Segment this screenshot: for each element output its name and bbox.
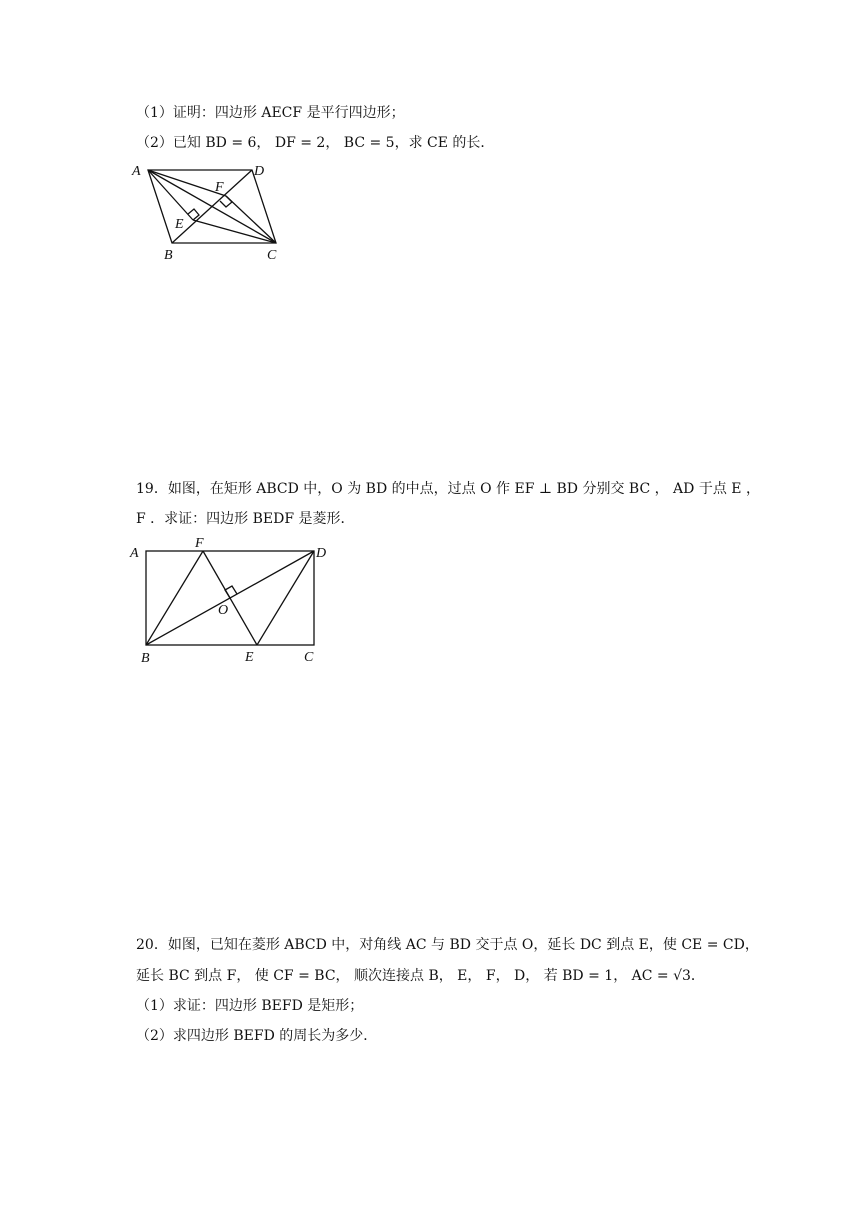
problem19-line1: 19．如图，在矩形 ABCD 中，O 为 BD 的中点，过点 O 作 EF ⊥ BD 分别交 BC ， AD 于点 E ， (136, 481, 760, 497)
label-b: B (141, 651, 150, 666)
problem18-part2: （2）已知 BD = 6， DF = 2， BC = 5，求 CE 的长． (136, 135, 495, 151)
label-d: D (254, 164, 265, 179)
problem20-line2: 延长 BC 到点 F， 使 CF = BC， 顺次连接点 B， E， F， D， 若 BD = 1， AC = √3． (136, 968, 705, 984)
label-a: A (130, 546, 139, 561)
problem20-part1: （1）求证：四边形 BEFD 是矩形； (136, 998, 364, 1014)
right-angle-mark-e (188, 209, 199, 220)
problem18-part1: （1）证明：四边形 AECF 是平行四边形； (136, 105, 405, 121)
label-c: C (304, 650, 314, 665)
problem19-line2: F ．求证：四边形 BEDF 是菱形． (136, 511, 355, 527)
rectangle-figure (126, 535, 336, 670)
parallelogram-figure (126, 158, 296, 268)
label-o: O (218, 603, 229, 618)
problem20-part2: （2）求四边形 BEFD 的周长为多少． (136, 1028, 378, 1044)
label-c: C (267, 248, 277, 263)
problem20-line1: 20．如图，已知在菱形 ABCD 中，对角线 AC 与 BD 交于点 O，延长 DC 到点 E，使 CE = CD， (136, 937, 759, 953)
label-e: E (245, 650, 254, 665)
label-a: A (132, 164, 141, 179)
label-b: B (164, 248, 173, 263)
right-angle-mark-o (225, 586, 237, 598)
label-f: F (195, 536, 204, 551)
segment-bf (146, 551, 203, 645)
label-e: E (175, 217, 184, 232)
label-f: F (215, 180, 224, 195)
label-d: D (316, 546, 327, 561)
diagonal-ac (148, 170, 276, 243)
segment-ed (257, 551, 314, 645)
